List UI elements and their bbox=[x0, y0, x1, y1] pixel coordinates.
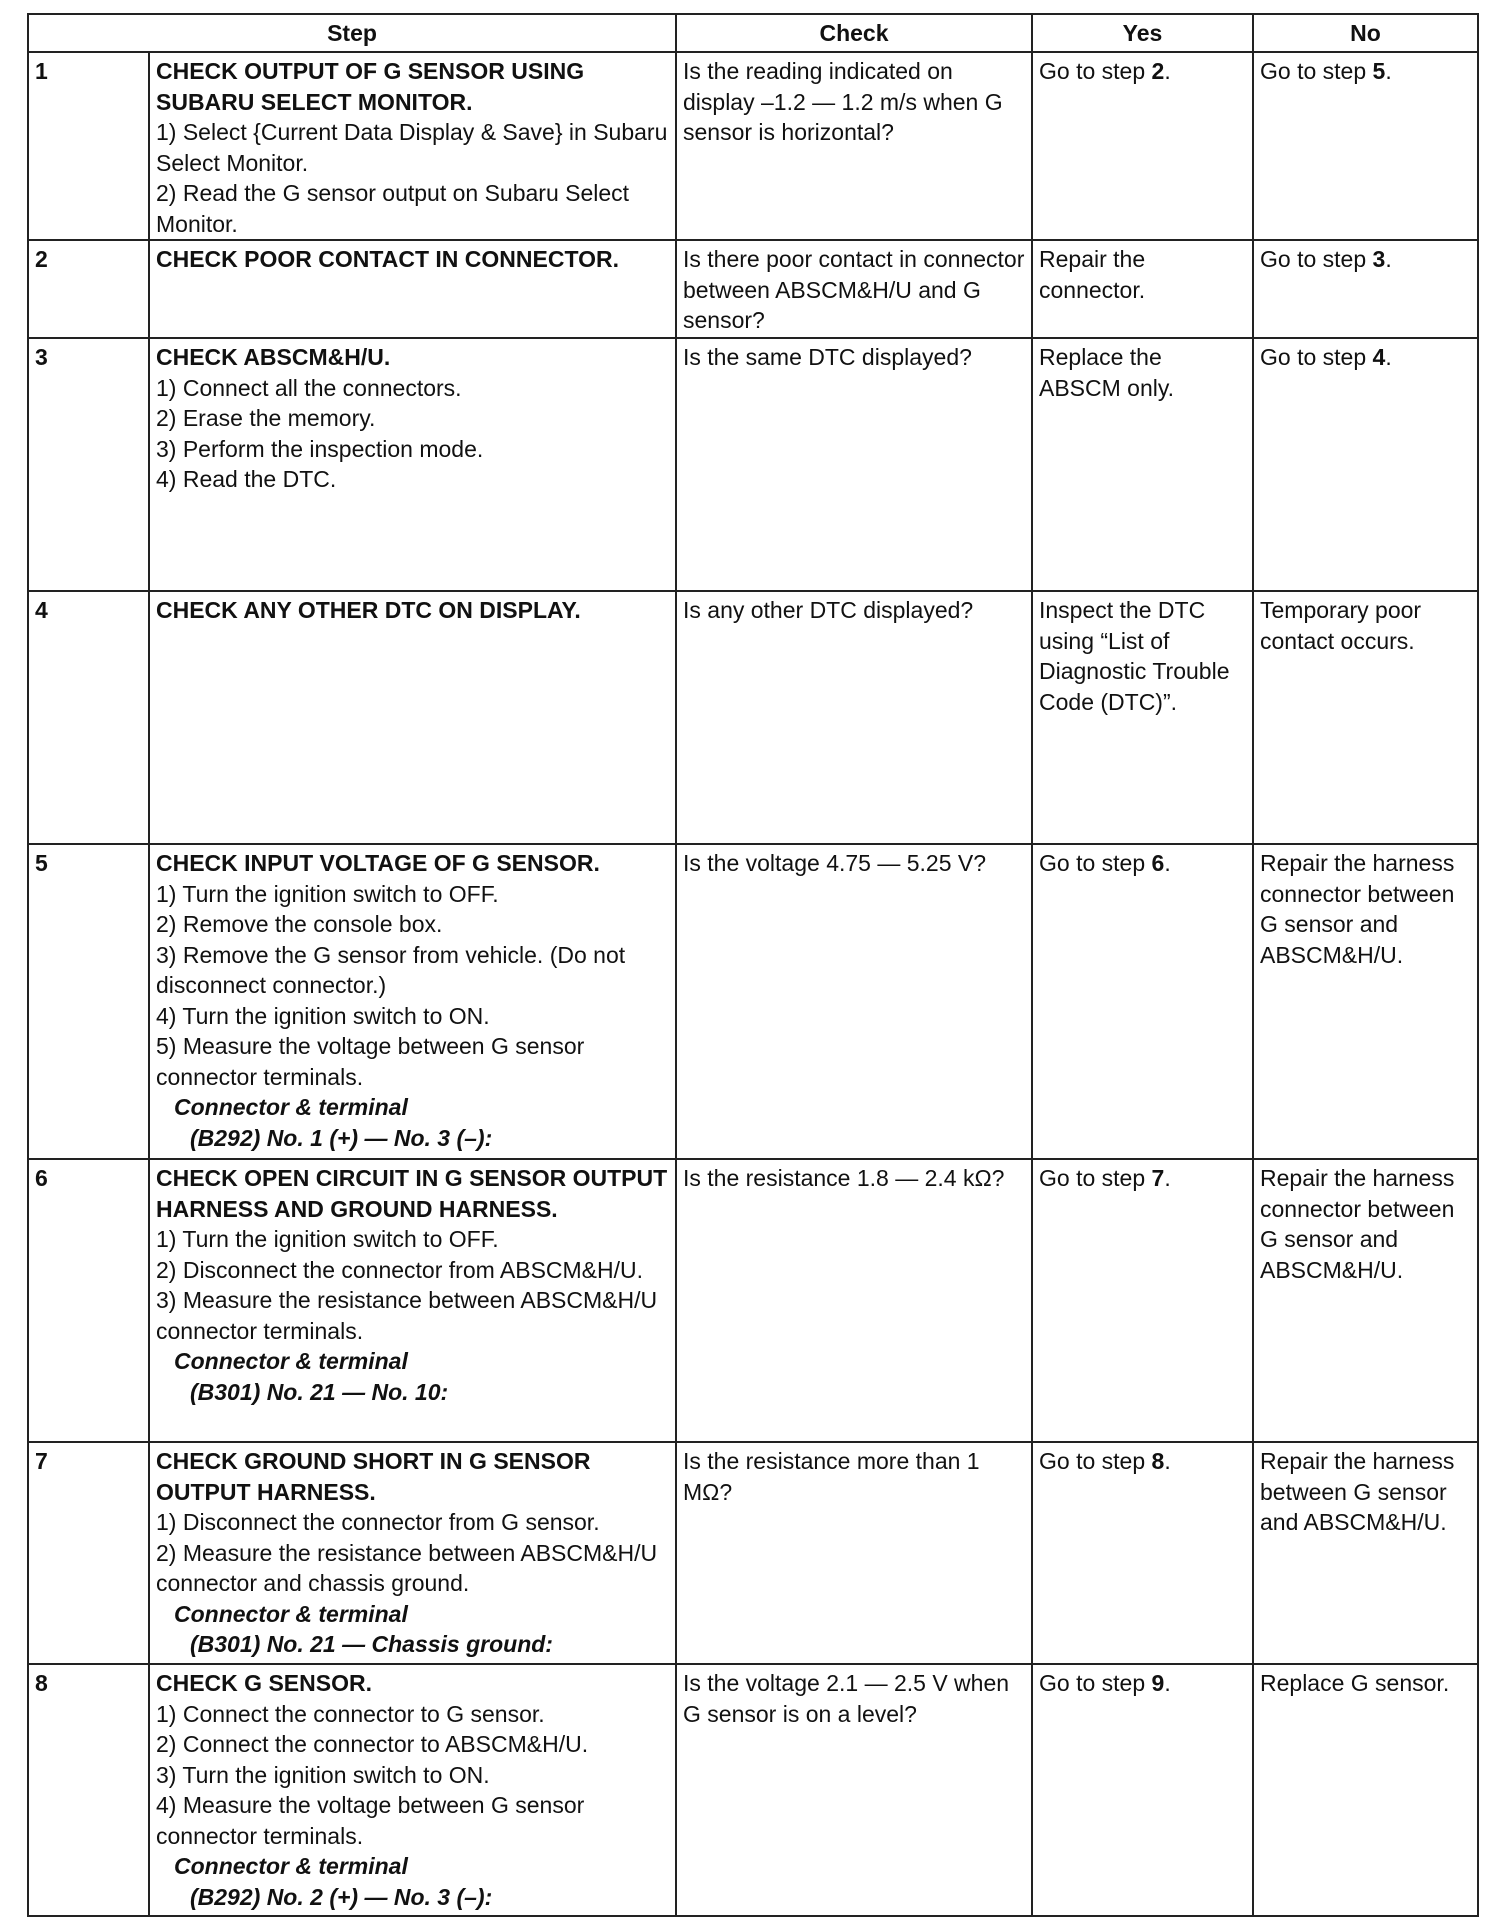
step-number: 5 bbox=[28, 844, 149, 1159]
substep: 3) Perform the inspection mode. bbox=[156, 435, 484, 462]
no-action: Go to step 3. bbox=[1253, 240, 1478, 338]
table-row bbox=[28, 240, 1478, 338]
check-question: Is the voltage 2.1 — 2.5 V when G sensor is on a level? bbox=[676, 1664, 1032, 1916]
step-reference: 9 bbox=[1151, 1670, 1165, 1696]
step-reference: 2 bbox=[1151, 58, 1165, 84]
step-description bbox=[149, 844, 676, 1159]
step-number: 8 bbox=[28, 1664, 149, 1916]
substep: 5) Measure the voltage between G sensor connector terminals. bbox=[156, 1033, 585, 1090]
step-description bbox=[149, 338, 676, 591]
step-number: 6 bbox=[28, 1159, 149, 1442]
substep: 2) Read the G sensor output on Subaru Select Monitor. bbox=[156, 180, 630, 237]
step-title: CHECK OUTPUT OF G SENSOR USING SUBARU SELECT MONITOR. bbox=[156, 58, 585, 115]
table-row bbox=[28, 591, 1478, 844]
no-action: Repair the harness connector between G sensor and ABSCM&H/U. bbox=[1253, 1159, 1478, 1442]
step-reference: 7 bbox=[1151, 1165, 1165, 1191]
check-question: Is the voltage 4.75 — 5.25 V? bbox=[676, 844, 1032, 1159]
substep: 2) Remove the console box. bbox=[156, 911, 443, 937]
connector-label: Connector & terminal bbox=[174, 1094, 408, 1120]
substep: 3) Remove the G sensor from vehicle. (Do not disconnect connector.) bbox=[156, 941, 626, 998]
connector-label: Connector & terminal bbox=[174, 1853, 408, 1879]
diagnostic-table bbox=[27, 13, 1479, 1917]
step-description bbox=[149, 240, 676, 338]
step-description bbox=[149, 1159, 676, 1442]
header-step: Step bbox=[28, 14, 676, 52]
check-question: Is the resistance more than 1 MΩ? bbox=[676, 1442, 1032, 1664]
header-row bbox=[28, 14, 1478, 52]
header-no: No bbox=[1253, 14, 1478, 52]
step-title: CHECK ABSCM&H/U. bbox=[156, 344, 391, 370]
header-yes: Yes bbox=[1032, 14, 1253, 52]
yes-action: Repair the connector. bbox=[1032, 240, 1253, 338]
step-description bbox=[149, 1442, 676, 1664]
step-reference: 3 bbox=[1372, 246, 1386, 272]
step-title: CHECK INPUT VOLTAGE OF G SENSOR. bbox=[156, 850, 600, 876]
step-title: CHECK GROUND SHORT IN G SENSOR OUTPUT HARNESS. bbox=[156, 1448, 591, 1505]
step-number: 7 bbox=[28, 1442, 149, 1664]
step-reference: 5 bbox=[1372, 58, 1386, 84]
table-row bbox=[28, 1159, 1478, 1442]
substep: 2) Erase the memory. bbox=[156, 405, 376, 431]
substep: 4) Measure the voltage between G sensor connector terminals. bbox=[156, 1792, 585, 1849]
substep: 2) Measure the resistance between ABSCM&H/U connector and chassis ground. bbox=[156, 1539, 658, 1596]
step-reference: 6 bbox=[1151, 850, 1165, 876]
check-question: Is the same DTC displayed? bbox=[676, 338, 1032, 591]
no-action: Repair the harness connector between G sensor and ABSCM&H/U. bbox=[1253, 844, 1478, 1159]
yes-action: Go to step 9. bbox=[1032, 1664, 1253, 1916]
substep: 1) Select {Current Data Display & Save} in Subaru Select Monitor. bbox=[156, 119, 668, 176]
check-question: Is there poor contact in connector between ABSCM&H/U and G sensor? bbox=[676, 240, 1032, 338]
step-description bbox=[149, 52, 676, 240]
no-action: Go to step 5. bbox=[1253, 52, 1478, 240]
substep: 1) Turn the ignition switch to OFF. bbox=[156, 880, 499, 907]
table-row bbox=[28, 1664, 1478, 1916]
step-title: CHECK ANY OTHER DTC ON DISPLAY. bbox=[156, 597, 581, 623]
connector-label: Connector & terminal bbox=[174, 1348, 408, 1374]
terminal-spec: (B292) No. 2 (+) — No. 3 (–): bbox=[190, 1883, 493, 1910]
substep: 2) Connect the connector to ABSCM&H/U. bbox=[156, 1731, 589, 1757]
yes-action: Inspect the DTC using “List of Diagnostic Trouble Code (DTC)”. bbox=[1032, 591, 1253, 844]
connector-label: Connector & terminal bbox=[174, 1600, 408, 1627]
substep: 1) Disconnect the connector from G sensor. bbox=[156, 1509, 600, 1535]
table-row bbox=[28, 338, 1478, 591]
step-title: CHECK POOR CONTACT IN CONNECTOR. bbox=[156, 246, 619, 272]
header-check: Check bbox=[676, 14, 1032, 52]
substep: 2) Disconnect the connector from ABSCM&H/U. bbox=[156, 1256, 644, 1283]
check-question: Is the resistance 1.8 — 2.4 kΩ? bbox=[676, 1159, 1032, 1442]
terminal-spec: (B301) No. 21 — Chassis ground: bbox=[190, 1631, 553, 1657]
table-row bbox=[28, 1442, 1478, 1664]
yes-action: Go to step 8. bbox=[1032, 1442, 1253, 1664]
step-number: 1 bbox=[28, 52, 149, 240]
step-number: 4 bbox=[28, 591, 149, 844]
check-question: Is the reading indicated on display –1.2 — 1.2 m/s when G sensor is horizontal? bbox=[676, 52, 1032, 240]
yes-action: Go to step 6. bbox=[1032, 844, 1253, 1159]
no-action: Temporary poor contact occurs. bbox=[1253, 591, 1478, 844]
yes-action: Go to step 2. bbox=[1032, 52, 1253, 240]
terminal-spec: (B301) No. 21 — No. 10: bbox=[190, 1378, 449, 1405]
table-row bbox=[28, 52, 1478, 240]
step-number: 2 bbox=[28, 240, 149, 338]
no-action: Repair the harness between G sensor and ABSCM&H/U. bbox=[1253, 1442, 1478, 1664]
step-title: CHECK G SENSOR. bbox=[156, 1670, 372, 1696]
step-title: CHECK OPEN CIRCUIT IN G SENSOR OUTPUT HARNESS AND GROUND HARNESS. bbox=[156, 1165, 668, 1222]
step-reference: 8 bbox=[1151, 1448, 1165, 1474]
substep: 4) Read the DTC. bbox=[156, 466, 337, 492]
substep: 3) Measure the resistance between ABSCM&H/U connector terminals. bbox=[156, 1287, 658, 1344]
substep: 1) Connect all the connectors. bbox=[156, 374, 462, 401]
step-reference: 4 bbox=[1372, 344, 1386, 370]
terminal-spec: (B292) No. 1 (+) — No. 3 (–): bbox=[190, 1124, 493, 1151]
no-action: Replace G sensor. bbox=[1253, 1664, 1478, 1916]
substep: 1) Turn the ignition switch to OFF. bbox=[156, 1226, 499, 1252]
table-row bbox=[28, 844, 1478, 1159]
substep: 1) Connect the connector to G sensor. bbox=[156, 1700, 545, 1727]
step-description bbox=[149, 1664, 676, 1916]
substep: 4) Turn the ignition switch to ON. bbox=[156, 1002, 490, 1029]
yes-action: Replace the ABSCM only. bbox=[1032, 338, 1253, 591]
substep: 3) Turn the ignition switch to ON. bbox=[156, 1761, 490, 1788]
no-action: Go to step 4. bbox=[1253, 338, 1478, 591]
step-number: 3 bbox=[28, 338, 149, 591]
step-description bbox=[149, 591, 676, 844]
yes-action: Go to step 7. bbox=[1032, 1159, 1253, 1442]
check-question: Is any other DTC displayed? bbox=[676, 591, 1032, 844]
